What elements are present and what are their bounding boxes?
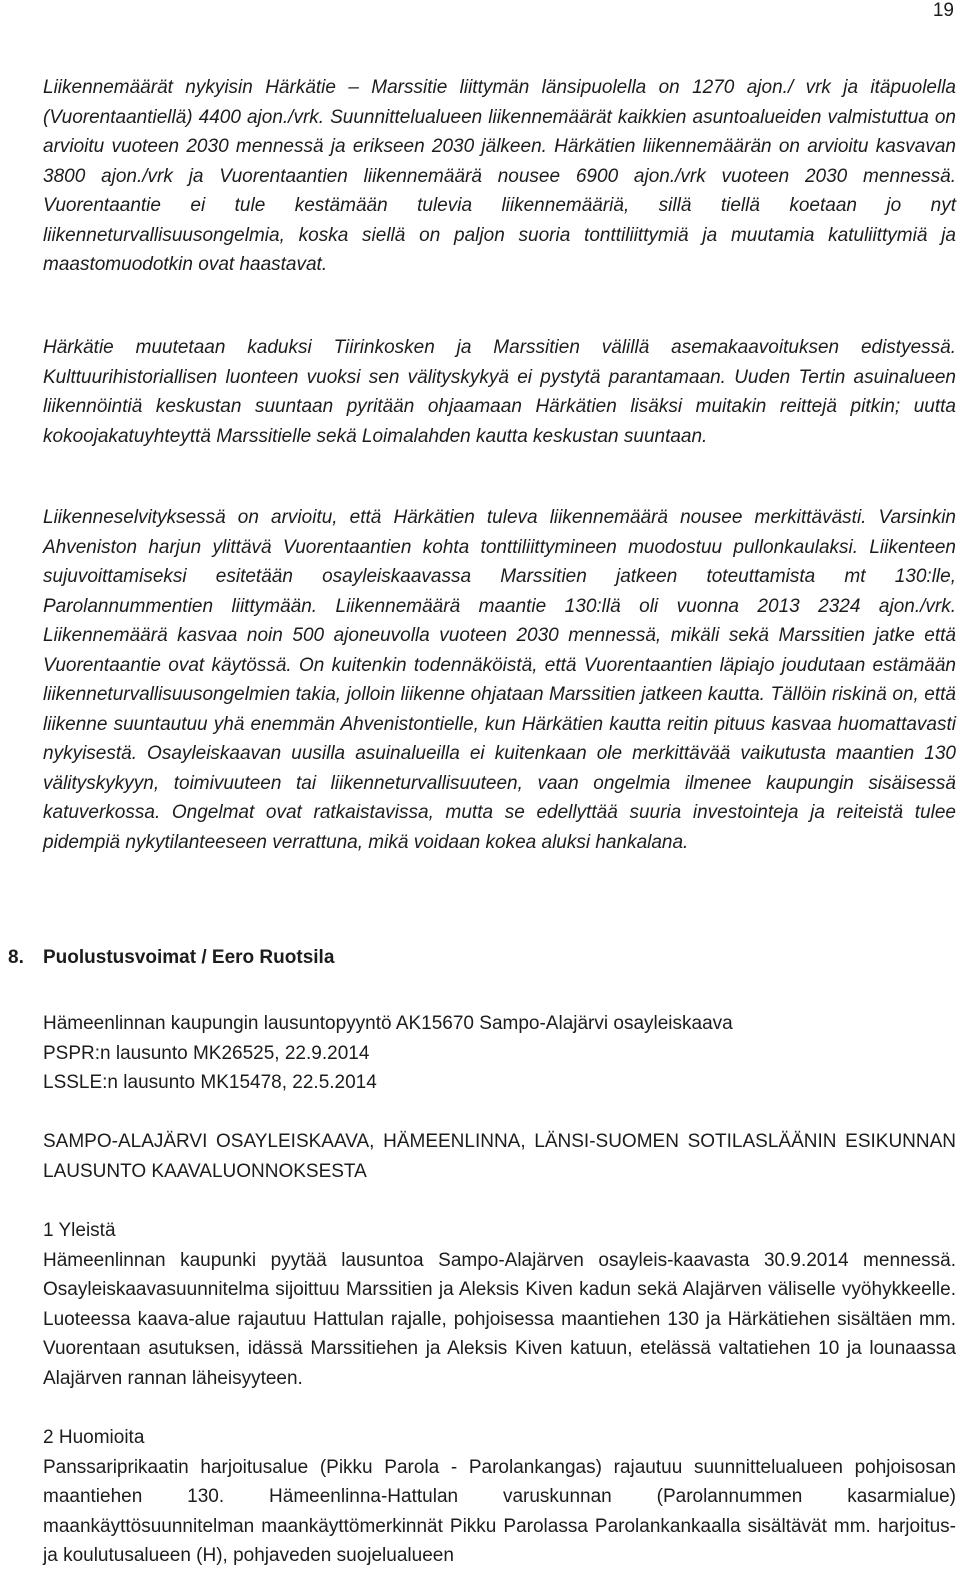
- italic-section-3: [43, 503, 956, 857]
- pspr-statement-line: PSPR:n lausunto MK26525, 22.9.2014: [43, 1042, 370, 1064]
- notes-heading: 2 Huomioita: [43, 1427, 145, 1448]
- page-number: 19: [932, 0, 954, 21]
- paragraph-traffic-survey: Liikenneselvityksessä on arvioitu, että Härkätien tuleva liikennemäärä nousee merkittävästi. Varsinkin Ahveniston harjun ylittävä Vuorentaantien kohta tonttiliittymineen muodostuu pullonkaulaksi. Liikenteen sujuvoittamiseksi esitetään osayleiskaavassa Marssitien jatkeen toteuttamista mt 130:lle, Parolannummentien liittymään. Liikennemäärä maantie 130:llä oli vuonna 2013 2324 ajon./vrk. Liikennemäärä kasvaa noin 500 ajoneuvolla vuoteen 2030 mennessä, mikäli sekä Marssitien jatke että Vuorentaantie ovat käytössä. On kuitenkin todennäköistä, että Vuorentaantien läpiajo joudutaan estämään liikenneturvallisuusongelmien takia, jolloin liikenne ohjataan Marssitien jatkeen kautta. Tällöin riskinä on, että liikenne suuntautuu yhä enemmän Ahvenistontielle, kun Härkätien kautta reitin pituus kasvaa huomattavasti nykyisestä. Osayleiskaavan uusilla asuinalueilla ei kuitenkaan ole merkittävää vaikutusta maantien 130 välityskykyyn, toimivuuteen tai liikenneturvallisuuteen, vaan ongelmia ilmenee kaupungin sisäisessä katuverkossa. Ongelmat ovat ratkaistavissa, mutta se edellyttää suuria investointeja ja reiteistä tulee pidempiä nykytilanteeseen verrattuna, mikä voidaan kokea aluksi hankalana.: [43, 507, 956, 853]
- section-title: Puolustusvoimat / Eero Ruotsila: [43, 947, 335, 968]
- general-text: Hämeenlinnan kaupunki pyytää lausuntoa Sampo-Alajärven osayleis-kaavasta 30.9.2014 mennessä. Osayleiskaavasuunnitelma sijoittuu Marssitien ja Aleksis Kiven kadun sekä Alajärven väliselle vyöhykkeelle. Luoteessa kaava-alue rajautuu Hattulan rajalle, pohjoisessa maantiehen 130 ja Härkätiehen sisältäen mm. Vuorentaan asutuksen, idässä Marssitiehen ja Aleksis Kiven katuun, etelässä valtatiehen 10 ja lounaassa Alajärven rannan läheisyyteen.: [43, 1249, 956, 1389]
- general-section: [43, 1216, 956, 1393]
- letter-reference-block: [43, 1009, 956, 1098]
- subject-text: SAMPO-ALAJÄRVI OSAYLEISKAAVA, HÄMEENLINNA, LÄNSI-SUOMEN SOTILASLÄÄNIN ESIKUNNAN LAUSUNTO KAAVALUONNOKSESTA: [43, 1131, 956, 1182]
- italic-section: [43, 73, 956, 280]
- section-number: 8.: [8, 947, 24, 968]
- paragraph-traffic-volumes: Liikennemäärät nykyisin Härkätie – Marssitie liittymän länsipuolella on 1270 ajon./ vrk ja itäpuolella (Vuorentaantiellä) 4400 ajon./vrk. Suunnittelualueen liikennemäärät kaikkien asuntoalueiden valmistuttua on arvioitu vuoteen 2030 mennessä ja erikseen 2030 jälkeen. Härkätien liikennemäärän on arvioitu kasvavan 3800 ajon./vrk ja Vuorentaantien liikennemäärä nousee 6900 ajon./vrk vuoteen 2030 mennessä. Vuorentaantie ei tule kestämään tulevia liikennemääriä, sillä tiellä koetaan jo nyt liikenneturvallisuusongelmia, koska siellä on paljon suoria tonttiliittymiä ja muutamia katuliittymiä ja maastomuodotkin ovat haastavat.: [43, 77, 956, 275]
- paragraph-harkatie-street: Härkätie muutetaan kaduksi Tiirinkosken ja Marssitien välillä asemakaavoituksen edistyessä. Kulttuurihistoriallisen luonteen vuoksi sen välityskykyä ei pystytä parantamaan. Uuden Tertin asuinalueen liikennöintiä keskustan suuntaan pyritään ohjaamaan Härkätien lisäksi muitakin reittejä pitkin; uutta kokoojakatuyhteyttä Marssitielle sekä Loimalahden kautta keskustan suuntaan.: [43, 337, 956, 447]
- notes-text: Panssariprikaatin harjoitusalue (Pikku Parola - Parolankangas) rajautuu suunnittelualueen pohjoisosan maantiehen 130. Hämeenlinna-Hattulan varuskunnan (Parolannummen kasarmialue) maankäyttösuunnitelman maankäyttömerkinnät Pikku Parolassa Parolankankaalla sisältävät mm. harjoitus- ja koulutusalueen (H), pohjaveden suojelualueen: [43, 1456, 956, 1566]
- section-heading: [8, 943, 334, 972]
- notes-section: [43, 1423, 956, 1571]
- letter-subject: [43, 1127, 956, 1186]
- letter-reference-line: Hämeenlinnan kaupungin lausuntopyyntö AK15670 Sampo-Alajärvi osayleiskaava: [43, 1013, 733, 1034]
- general-heading: 1 Yleistä: [43, 1220, 116, 1241]
- italic-section-2: [43, 333, 956, 451]
- lssle-statement-line: LSSLE:n lausunto MK15478, 22.5.2014: [43, 1072, 377, 1093]
